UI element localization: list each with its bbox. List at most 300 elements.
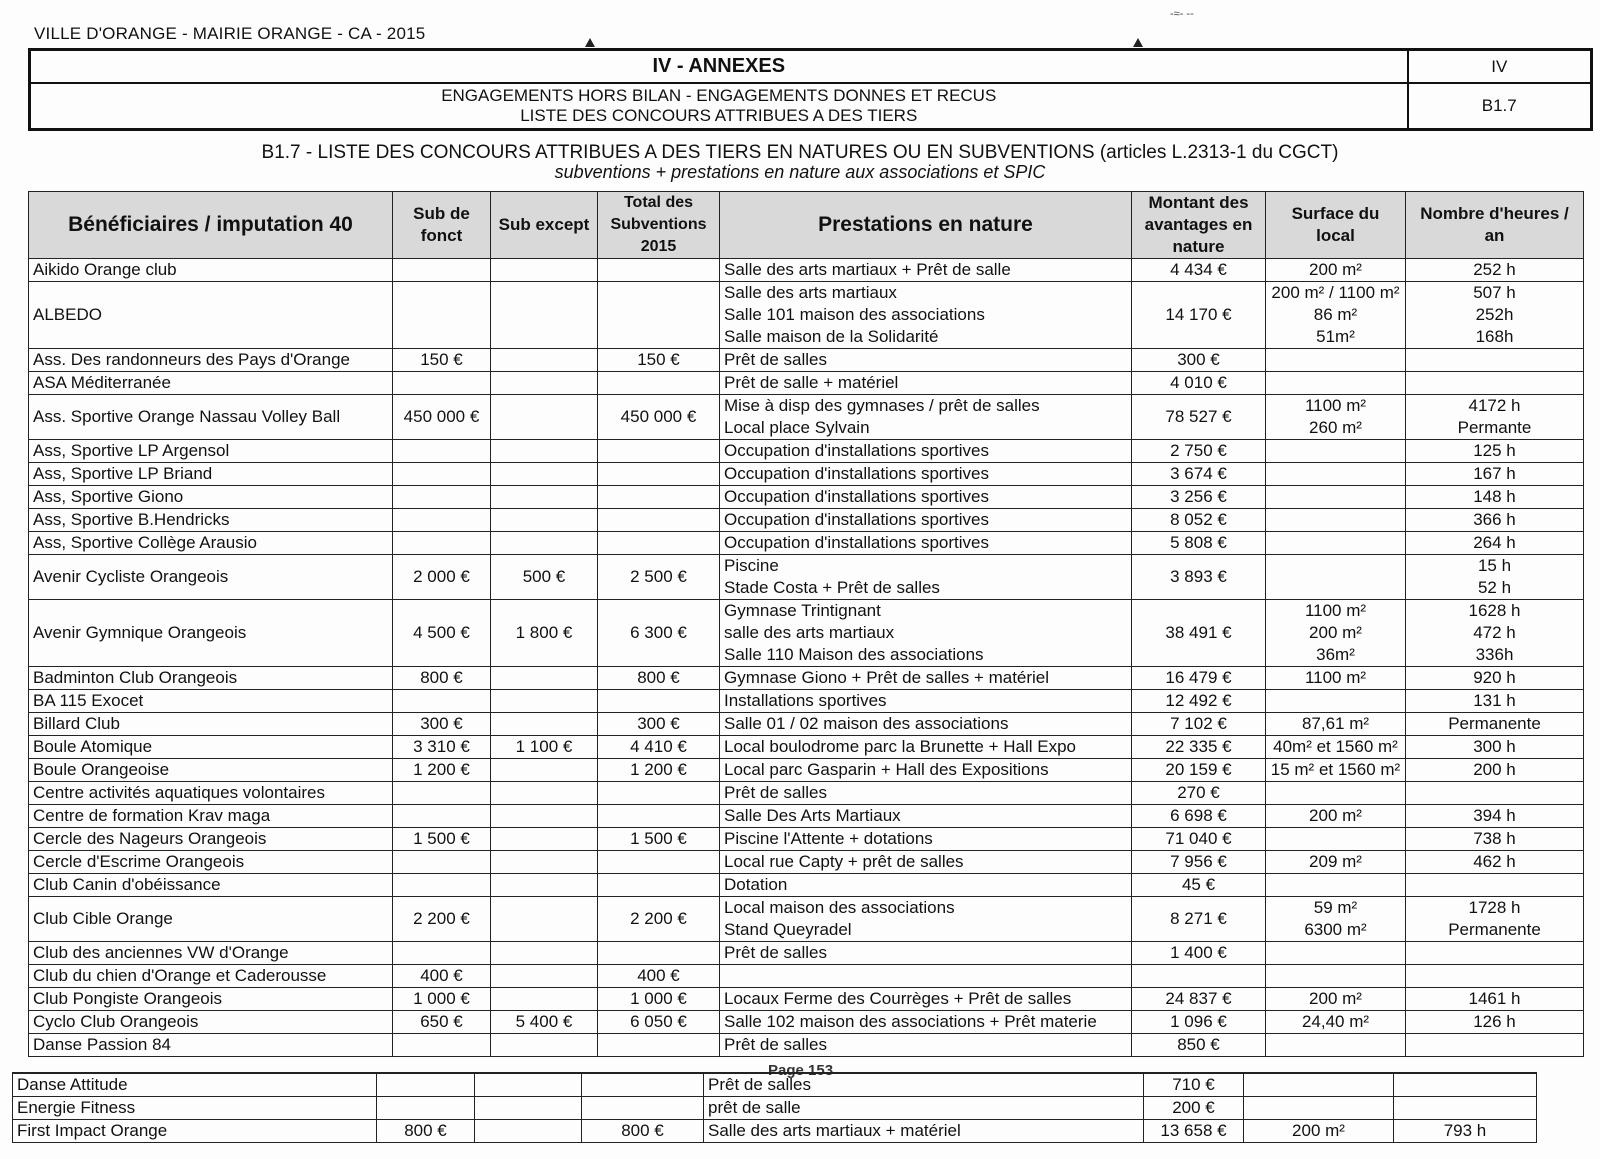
heures-value-line: 394 h <box>1473 806 1516 825</box>
prestation <box>720 259 1132 282</box>
surface-value <box>1266 965 1406 988</box>
sub-except-value <box>491 667 598 690</box>
heures-value-line: Permanente <box>1448 920 1541 939</box>
montant-value: 3 674 € <box>1132 463 1266 486</box>
sub-except-value <box>475 1097 582 1120</box>
prestation-line: Prêt de salles <box>724 943 827 962</box>
header-heures: Nombre d'heures / an <box>1406 192 1584 259</box>
section-title: IV - ANNEXES <box>30 50 1408 84</box>
table-row <box>29 874 1584 897</box>
surface-value-line <box>1270 566 1401 588</box>
sub-fonct-value: 400 € <box>393 965 491 988</box>
table-row <box>29 690 1584 713</box>
heures-value <box>1406 259 1584 282</box>
prestation-line: Stand Queyradel <box>724 920 852 939</box>
heures-value <box>1394 1097 1537 1120</box>
heures-value <box>1406 440 1584 463</box>
prestation <box>720 282 1132 349</box>
table-row <box>29 509 1584 532</box>
total-subventions-value <box>582 1073 704 1097</box>
heures-value-line: 168h <box>1475 327 1514 346</box>
heures-value <box>1406 874 1584 897</box>
heures-value-line <box>1410 942 1579 964</box>
heures-value-line: 507 h <box>1473 283 1516 302</box>
prestation-line: Gymnase Giono + Prêt de salles + matériel <box>724 668 1050 687</box>
sub-except-value <box>491 282 598 349</box>
sub-except-value <box>491 713 598 736</box>
montant-value: 8 052 € <box>1132 509 1266 532</box>
beneficiary-name: Ass, Sportive LP Argensol <box>29 440 393 463</box>
surface-value-line: 200 m² / 1100 m² <box>1271 283 1400 302</box>
surface-value <box>1266 759 1406 782</box>
sub-except-value <box>491 463 598 486</box>
table-row <box>29 463 1584 486</box>
subtitle-concours: LISTE DES CONCOURS ATTRIBUES A DES TIERS <box>520 106 918 125</box>
sub-except-value <box>491 395 598 440</box>
table-header-row <box>29 192 1584 259</box>
sub-except-value <box>491 965 598 988</box>
montant-value: 3 256 € <box>1132 486 1266 509</box>
table-row <box>13 1097 1537 1120</box>
heures-value <box>1406 897 1584 942</box>
montant-value: 850 € <box>1132 1034 1266 1057</box>
prestation <box>720 874 1132 897</box>
prestation-line: Gymnase Trintignant <box>724 601 881 620</box>
sub-fonct-value: 3 310 € <box>393 736 491 759</box>
sub-except-value: 500 € <box>491 555 598 600</box>
surface-value: 200 m² <box>1244 1120 1394 1143</box>
prestation-line: Salle 102 maison des associations + Prêt materie <box>724 1012 1097 1031</box>
surface-value-line: 51m² <box>1316 327 1355 346</box>
heures-value <box>1406 532 1584 555</box>
table-row <box>29 782 1584 805</box>
sub-fonct-value <box>393 690 491 713</box>
prestation <box>720 1034 1132 1057</box>
table-row <box>29 805 1584 828</box>
montant-value: 22 335 € <box>1132 736 1266 759</box>
surface-value-line: 36m² <box>1316 645 1355 664</box>
sub-fonct-value: 800 € <box>377 1120 475 1143</box>
surface-value <box>1266 805 1406 828</box>
heures-value <box>1406 1034 1584 1057</box>
sub-except-value <box>491 942 598 965</box>
beneficiary-name: Danse Attitude <box>13 1073 377 1097</box>
beneficiary-name: Aikido Orange club <box>29 259 393 282</box>
prestation <box>720 805 1132 828</box>
sub-fonct-value: 300 € <box>393 713 491 736</box>
total-subventions-value <box>598 851 720 874</box>
total-subventions-value <box>598 942 720 965</box>
sub-except-value <box>475 1120 582 1143</box>
surface-value <box>1266 349 1406 372</box>
heures-value <box>1406 395 1584 440</box>
heures-value <box>1406 713 1584 736</box>
heures-value-line: 252 h <box>1473 260 1516 279</box>
prestation-line: Installations sportives <box>724 691 887 710</box>
prestation-line: Mise à disp des gymnases / prêt de salles <box>724 396 1040 415</box>
heures-value <box>1406 690 1584 713</box>
prestation <box>720 667 1132 690</box>
sub-fonct-value: 450 000 € <box>393 395 491 440</box>
prestation-line: Piscine l'Attente + dotations <box>724 829 933 848</box>
beneficiary-name: Centre activités aquatiques volontaires <box>29 782 393 805</box>
concours-table-continued <box>12 1072 1537 1143</box>
surface-value-line <box>1270 965 1401 987</box>
table-row <box>29 555 1584 600</box>
table-body-continued <box>13 1073 1537 1143</box>
heures-value <box>1406 486 1584 509</box>
surface-value-line: 24,40 m² <box>1301 1012 1370 1031</box>
montant-value: 4 434 € <box>1132 259 1266 282</box>
prestation <box>720 555 1132 600</box>
montant-value: 2 750 € <box>1132 440 1266 463</box>
sub-except-value <box>491 349 598 372</box>
prestation-line: Salle 110 Maison des associations <box>724 645 984 664</box>
table-row <box>29 828 1584 851</box>
table-row <box>29 395 1584 440</box>
sub-fonct-value <box>393 805 491 828</box>
total-subventions-value: 4 410 € <box>598 736 720 759</box>
beneficiary-name: Club Cible Orange <box>29 897 393 942</box>
sub-fonct-value <box>393 532 491 555</box>
heures-value-line: 300 h <box>1473 737 1516 756</box>
total-subventions-value <box>598 782 720 805</box>
total-subventions-value: 150 € <box>598 349 720 372</box>
sub-fonct-value <box>393 463 491 486</box>
sub-except-value <box>491 759 598 782</box>
prestation: Prêt de salles <box>704 1073 1144 1097</box>
heures-value <box>1406 942 1584 965</box>
montant-value: 710 € <box>1144 1073 1244 1097</box>
prestation-line: Local place Sylvain <box>724 418 870 437</box>
prestation <box>720 736 1132 759</box>
sub-fonct-value: 650 € <box>393 1011 491 1034</box>
heures-value-line <box>1410 965 1579 987</box>
surface-value-line: 1100 m² <box>1304 668 1367 687</box>
surface-value-line: 86 m² <box>1313 305 1358 324</box>
surface-value-line: 1100 m² <box>1304 601 1367 620</box>
header-sub-except: Sub except <box>491 192 598 259</box>
total-subventions-value: 1 000 € <box>598 988 720 1011</box>
prestation <box>720 532 1132 555</box>
sub-except-value <box>491 782 598 805</box>
surface-value-line: 209 m² <box>1309 852 1362 871</box>
prestation-line: Occupation d'installations sportives <box>724 510 989 529</box>
beneficiary-name: Billard Club <box>29 713 393 736</box>
prestation: prêt de salle <box>704 1097 1144 1120</box>
sub-fonct-value: 1 000 € <box>393 988 491 1011</box>
sub-except-value <box>491 828 598 851</box>
total-subventions-value <box>598 690 720 713</box>
sub-fonct-value: 800 € <box>393 667 491 690</box>
beneficiary-name: Ass, Sportive B.Hendricks <box>29 509 393 532</box>
montant-value: 45 € <box>1132 874 1266 897</box>
heures-value-line: 52 h <box>1477 578 1512 597</box>
table-row <box>29 349 1584 372</box>
sub-fonct-value: 4 500 € <box>393 600 491 667</box>
surface-value-line: 200 m² <box>1309 989 1362 1008</box>
sub-code: B1.7 <box>1408 83 1592 130</box>
surface-value <box>1266 988 1406 1011</box>
prestation <box>720 440 1132 463</box>
prestation <box>720 965 1132 988</box>
scan-arrow-mark <box>585 38 595 47</box>
heures-value-line: 366 h <box>1473 510 1516 529</box>
header-total: Total des Subventions 2015 <box>598 192 720 259</box>
concours-table <box>28 191 1584 1057</box>
total-subventions-value: 2 500 € <box>598 555 720 600</box>
sub-except-value <box>491 897 598 942</box>
surface-value <box>1266 372 1406 395</box>
prestation <box>720 782 1132 805</box>
sub-except-value: 1 100 € <box>491 736 598 759</box>
surface-value <box>1266 897 1406 942</box>
sub-fonct-value <box>393 486 491 509</box>
total-subventions-value <box>598 372 720 395</box>
header-prestations: Prestations en nature <box>720 192 1132 259</box>
surface-value <box>1266 874 1406 897</box>
montant-value: 78 527 € <box>1132 395 1266 440</box>
table-body <box>29 259 1584 1057</box>
header-beneficiaires: Bénéficiaires / imputation 40 <box>29 192 393 259</box>
prestation <box>720 897 1132 942</box>
sub-fonct-value: 1 200 € <box>393 759 491 782</box>
montant-value: 6 698 € <box>1132 805 1266 828</box>
sub-fonct-value <box>393 440 491 463</box>
surface-value-line <box>1270 1034 1401 1056</box>
table-row <box>13 1073 1537 1097</box>
total-subventions-value: 800 € <box>582 1120 704 1143</box>
prestation-line: Dotation <box>724 875 788 894</box>
prestation-line: Local rue Capty + prêt de salles <box>724 852 964 871</box>
heures-value: 793 h <box>1394 1120 1537 1143</box>
table-row <box>29 897 1584 942</box>
list-subtitle: subventions + prestations en nature aux associations et SPIC <box>554 162 1046 182</box>
table-row <box>29 942 1584 965</box>
table-row <box>29 736 1584 759</box>
table-row <box>29 965 1584 988</box>
montant-value <box>1132 965 1266 988</box>
subtitle-engagements: ENGAGEMENTS HORS BILAN - ENGAGEMENTS DONNES ET RECUS <box>441 86 997 105</box>
heures-value-line <box>1410 1034 1579 1056</box>
scan-marks: ‐≈‐ ‐‐ <box>1170 8 1194 20</box>
surface-value-line <box>1270 874 1401 896</box>
beneficiary-name: Cyclo Club Orangeois <box>29 1011 393 1034</box>
montant-value: 12 492 € <box>1132 690 1266 713</box>
heures-value-line: 472 h <box>1473 623 1516 642</box>
montant-value: 8 271 € <box>1132 897 1266 942</box>
beneficiary-name: Club du chien d'Orange et Caderousse <box>29 965 393 988</box>
surface-value-line: 15 m² et 1560 m² <box>1270 760 1401 779</box>
sub-fonct-value: 1 500 € <box>393 828 491 851</box>
montant-value: 300 € <box>1132 349 1266 372</box>
surface-value-line <box>1270 486 1401 508</box>
heures-value <box>1394 1073 1537 1097</box>
beneficiary-name: Badminton Club Orangeois <box>29 667 393 690</box>
table-row <box>29 282 1584 349</box>
montant-value: 14 170 € <box>1132 282 1266 349</box>
sub-fonct-value <box>393 1034 491 1057</box>
montant-value: 7 102 € <box>1132 713 1266 736</box>
montant-value: 200 € <box>1144 1097 1244 1120</box>
table-row <box>29 988 1584 1011</box>
prestation-line: Local maison des associations <box>724 898 955 917</box>
total-subventions-value <box>598 282 720 349</box>
heures-value <box>1406 509 1584 532</box>
heures-value <box>1406 759 1584 782</box>
sub-except-value <box>491 690 598 713</box>
beneficiary-name: Boule Orangeoise <box>29 759 393 782</box>
header-surface: Surface du local <box>1266 192 1406 259</box>
beneficiary-name: Ass, Sportive Giono <box>29 486 393 509</box>
total-subventions-value <box>582 1097 704 1120</box>
prestation-line: Local parc Gasparin + Hall des Expositions <box>724 760 1049 779</box>
surface-value-line <box>1270 349 1401 371</box>
heures-value <box>1406 828 1584 851</box>
prestation-line: Salle 01 / 02 maison des associations <box>724 714 1009 733</box>
sub-except-value <box>491 372 598 395</box>
montant-value: 270 € <box>1132 782 1266 805</box>
prestation <box>720 349 1132 372</box>
beneficiary-name: Club des anciennes VW d'Orange <box>29 942 393 965</box>
sub-fonct-value <box>393 782 491 805</box>
prestation-line: Prêt de salles <box>724 350 827 369</box>
surface-value-line: 6300 m² <box>1304 920 1367 939</box>
heures-value-line <box>1410 782 1579 804</box>
surface-value <box>1266 440 1406 463</box>
prestation <box>720 395 1132 440</box>
beneficiary-name: Ass, Sportive Collège Arausio <box>29 532 393 555</box>
sub-except-value <box>491 532 598 555</box>
sub-except-value: 1 800 € <box>491 600 598 667</box>
beneficiary-name: BA 115 Exocet <box>29 690 393 713</box>
montant-value: 1 096 € <box>1132 1011 1266 1034</box>
table-row <box>29 759 1584 782</box>
beneficiary-name: Club Canin d'obéissance <box>29 874 393 897</box>
beneficiary-name: Cercle des Nageurs Orangeois <box>29 828 393 851</box>
prestation-line: Occupation d'installations sportives <box>724 487 989 506</box>
sub-fonct-value <box>377 1097 475 1120</box>
surface-value <box>1244 1097 1394 1120</box>
montant-value: 13 658 € <box>1144 1120 1244 1143</box>
total-subventions-value <box>598 509 720 532</box>
heures-value-line: 1628 h <box>1468 601 1521 620</box>
surface-value-line: 87,61 m² <box>1301 714 1370 733</box>
montant-value: 16 479 € <box>1132 667 1266 690</box>
beneficiary-name: ALBEDO <box>29 282 393 349</box>
table-row <box>29 600 1584 667</box>
sub-except-value <box>491 509 598 532</box>
heures-value-line <box>1410 874 1579 896</box>
prestation-line: Stade Costa + Prêt de salles <box>724 578 940 597</box>
heures-value <box>1406 988 1584 1011</box>
montant-value: 38 491 € <box>1132 600 1266 667</box>
heures-value <box>1406 349 1584 372</box>
prestation-line: Salle Des Arts Martiaux <box>724 806 901 825</box>
montant-value: 20 159 € <box>1132 759 1266 782</box>
sub-fonct-value <box>393 259 491 282</box>
table-row <box>29 667 1584 690</box>
surface-value <box>1266 942 1406 965</box>
heures-value-line: 131 h <box>1473 691 1516 710</box>
heures-value-line: 264 h <box>1473 533 1516 552</box>
sub-fonct-value <box>377 1073 475 1097</box>
prestation-line <box>724 965 1127 987</box>
heures-value-line: 252h <box>1475 305 1514 324</box>
heures-value <box>1406 782 1584 805</box>
heures-value-line: 148 h <box>1473 487 1516 506</box>
total-subventions-value <box>598 532 720 555</box>
table-row <box>29 372 1584 395</box>
table-row <box>29 486 1584 509</box>
heures-value <box>1406 1011 1584 1034</box>
prestation-line: Salle des arts martiaux + Prêt de salle <box>724 260 1011 279</box>
sub-except-value <box>475 1073 582 1097</box>
surface-value <box>1266 600 1406 667</box>
table-row <box>29 851 1584 874</box>
heures-value-line: 167 h <box>1473 464 1516 483</box>
total-subventions-value <box>598 486 720 509</box>
prestation-line: Prêt de salles <box>724 1035 827 1054</box>
surface-value <box>1244 1073 1394 1097</box>
montant-value: 7 956 € <box>1132 851 1266 874</box>
sub-except-value <box>491 259 598 282</box>
montant-value: 71 040 € <box>1132 828 1266 851</box>
surface-value-line <box>1270 532 1401 554</box>
surface-value <box>1266 782 1406 805</box>
beneficiary-name: Boule Atomique <box>29 736 393 759</box>
beneficiary-name: Avenir Cycliste Orangeois <box>29 555 393 600</box>
beneficiary-name: Danse Passion 84 <box>29 1034 393 1057</box>
prestation-line: Local boulodrome parc la Brunette + Hall Expo <box>724 737 1077 756</box>
montant-value: 5 808 € <box>1132 532 1266 555</box>
beneficiary-name: Avenir Gymnique Orangeois <box>29 600 393 667</box>
prestation-line: salle des arts martiaux <box>724 623 895 642</box>
prestation <box>720 486 1132 509</box>
heures-value-line: 738 h <box>1473 829 1516 848</box>
sub-except-value <box>491 486 598 509</box>
sub-fonct-value: 2 000 € <box>393 555 491 600</box>
surface-value <box>1266 828 1406 851</box>
total-subventions-value: 1 500 € <box>598 828 720 851</box>
sub-fonct-value <box>393 372 491 395</box>
table-row <box>29 259 1584 282</box>
heures-value-line <box>1410 372 1579 394</box>
surface-value-line <box>1270 509 1401 531</box>
prestation: Salle des arts martiaux + matériel <box>704 1120 1144 1143</box>
beneficiary-name: Cercle d'Escrime Orangeois <box>29 851 393 874</box>
total-subventions-value: 1 200 € <box>598 759 720 782</box>
prestation <box>720 600 1132 667</box>
prestation-line: Prêt de salles <box>724 783 827 802</box>
table-row <box>29 1034 1584 1057</box>
heures-value <box>1406 463 1584 486</box>
prestation <box>720 509 1132 532</box>
surface-value <box>1266 736 1406 759</box>
surface-value-line <box>1270 690 1401 712</box>
sub-fonct-value <box>393 282 491 349</box>
heures-value <box>1406 555 1584 600</box>
prestation <box>720 372 1132 395</box>
heures-value-line: 1728 h <box>1468 898 1521 917</box>
heures-value <box>1406 805 1584 828</box>
total-subventions-value <box>598 440 720 463</box>
prestation <box>720 463 1132 486</box>
heures-value-line: 336h <box>1475 645 1514 664</box>
heures-value-line: 126 h <box>1473 1012 1516 1031</box>
surface-value <box>1266 851 1406 874</box>
total-subventions-value: 6 050 € <box>598 1011 720 1034</box>
